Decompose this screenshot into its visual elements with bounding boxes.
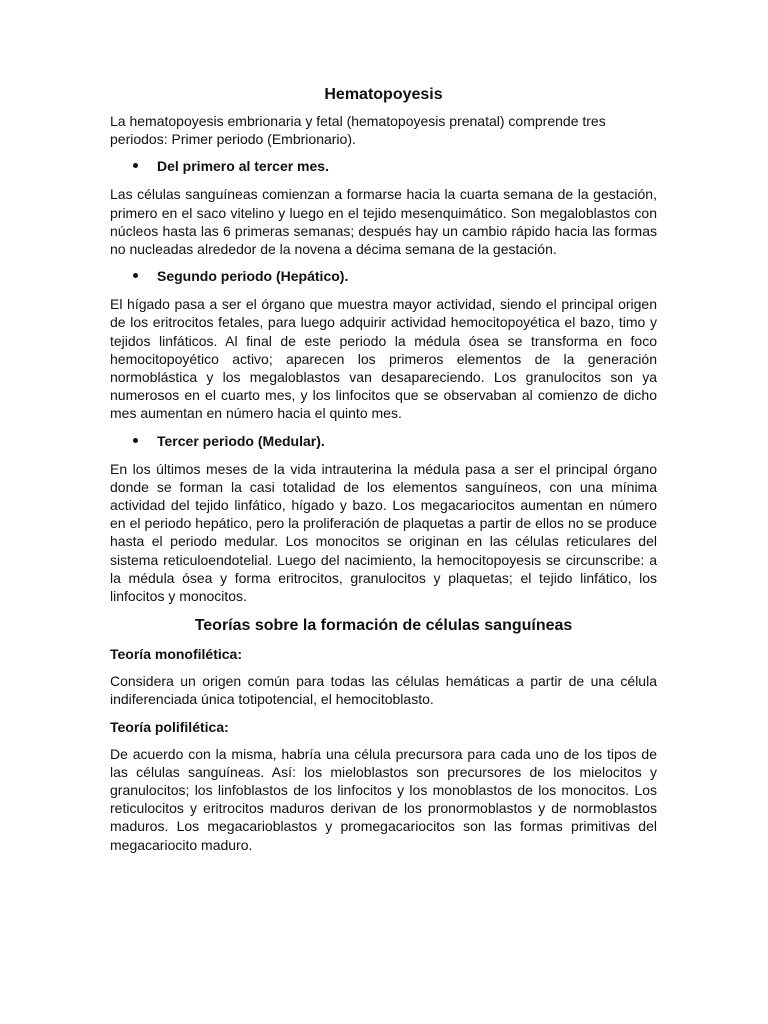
theory-2-heading: Teoría polifilética: [110,718,229,735]
period-2-text: El hígado pasa a ser el órgano que muestra mayor actividad, siendo el principal origen de los eritrocitos fetales, para luego adquirir actividad hemocitopoyética el bazo, timo y tejidos linfáticos. Al final de este periodo la médula ósea se transforma en foco hemocitopoyético activo; aparecen los primeros elementos de la generación normoblástica y los megaloblastos van desapareciendo. Los granulocitos son ya numerosos en el cuarto mes, y los linfocitos que se observaban al comienzo de dicho mes aumentan en número hacia el quinto mes. [110,296,657,422]
section-title-theories: Teorías sobre la formación de células sanguíneas [194,617,573,635]
bullet-dot-icon [133,163,138,168]
theory-2-text: De acuerdo con la misma, habría una célula precursora para cada uno de los tipos de las células sanguíneas. Así: los mieloblastos son precursores de los mielocitos y granulocitos; los linfoblastos de los linfocitos y los monoblastos de los monocitos. Los reticulocitos y eritrocitos maduros derivan de los pronormoblastos y de normoblastos maduros. Los megacarioblastos y promegacariocitos son las formas primitivas del megacariocito maduro. [110,745,657,853]
page-title: Hematopoyesis [324,86,443,103]
bullet-period-2 [110,267,657,285]
bullet-period-3 [110,432,657,450]
period-1-text: Las células sanguíneas comienzan a formarse hacia la cuarta semana de la gestación, primero en el saco vitelino y luego en el tejido mesenquimático. Son megaloblastos con núcleos hasta las 6 primeras semanas; después hay un cambio rápido hacia las formas no nucleadas alrededor de la novena a décima semana de la gestación. [110,186,657,258]
intro-paragraph: La hematopoyesis embrionaria y fetal (hematopoyesis prenatal) comprende tres periodos: Primer periodo (Embrionario). [110,113,606,148]
theory-1-text: Considera un origen común para todas las células hemáticas a partir de una célula indiferenciada única totipotencial, el hemocitoblasto. [110,673,657,708]
theory-1-heading: Teoría monofilética: [110,646,242,663]
bullet-dot-icon [133,273,138,278]
document-page [110,84,657,863]
period-1-heading: Del primero al tercer mes. [157,158,329,175]
period-3-text: En los últimos meses de la vida intrauterina la médula pasa a ser el principal órgano donde se forman la casi totalidad de los elementos sanguíneos, con una mínima actividad del tejido linfático, hígado y bazo. Los megacariocitos aumentan en número en el periodo hepático, pero la proliferación de plaquetas a partir de ellos no se produce hasta el periodo medular. Los monocitos se originan en las células reticulares del sistema reticuloendotelial. Luego del nacimiento, la hemocitopoyesis se circunscribe: a la médula ósea y forma eritrocitos, granulocitos y plaquetas; el tejido linfático, los linfocitos y monocitos. [110,460,657,605]
period-3-heading: Tercer periodo (Medular). [157,432,325,449]
bullet-dot-icon [133,438,138,443]
bullet-period-1 [110,157,657,175]
period-2-heading: Segundo periodo (Hepático). [157,268,349,285]
